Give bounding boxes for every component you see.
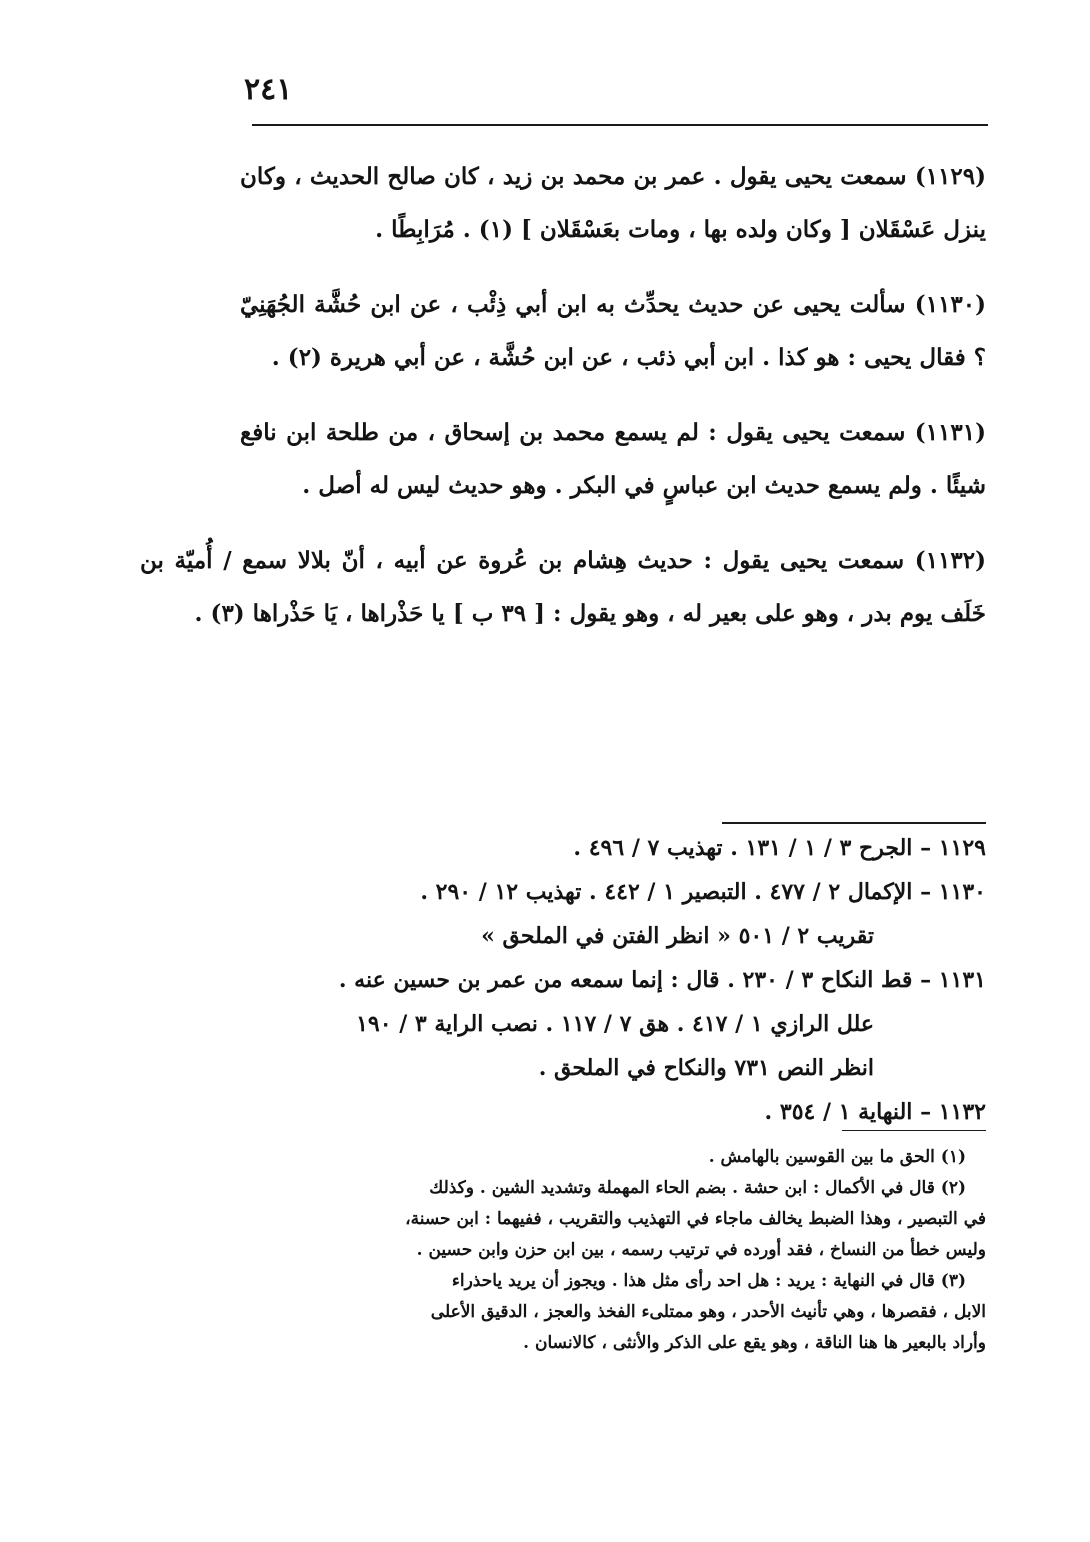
reference-text: انظر النص ٧٣١ والنكاح في الملحق . <box>538 1055 874 1081</box>
footnote-line: الابل ، فقصرها ، وهي تأنيث الأحدر ، وهو ممتلىء الفخذ والعجز ، الدقيق الأعلى <box>430 1302 986 1322</box>
paragraph-text: سمعت يحيى يقول : لم يسمع محمد بن إسحاق ، من طلحة ابن نافع شيئًا . ولم يسمع حديث ابن عباسٍ في البكر . وهو حديث ليس له أصل . <box>240 419 986 499</box>
references-rule <box>722 822 986 824</box>
footnote-line: وأراد بالبعير ها هنا الناقة ، وهو يقع على الذكر والأنثى ، كالانسان . <box>523 1333 986 1353</box>
reference-line <box>240 826 986 870</box>
reference-text: علل الرازي ١ / ٤١٧ . هق ٧ / ١١٧ . نصب الراية ٣ / ١٩٠ <box>356 1011 874 1037</box>
reference-text: الجرح ٣ / ١ / ١٣١ . تهذيب ٧ / ٤٩٦ . <box>573 835 913 861</box>
reference-number: ١١٣١ – <box>920 967 986 993</box>
footnote-line: في التبصير ، وهذا الضبط يخالف ماجاء في التهذيب والتقريب ، ففيهما : ابن حسنة، <box>405 1209 986 1229</box>
reference-line <box>240 914 986 958</box>
reference-line <box>240 1002 986 1046</box>
footnote-line: وليس خطأ من النساخ ، فقد أورده في ترتيب رسمه ، بين ابن حزن وابن حسين . <box>416 1240 986 1260</box>
page-number: ٢٤١ <box>244 72 293 107</box>
footnotes-block <box>240 1142 986 1359</box>
footnotes-rule <box>842 1130 986 1131</box>
paragraph-text: سمعت يحيى يقول : حديث هِشام بن عُروة عن أبيه ، أنّ بلالا سمع / أُميّة بن خَلَف يوم بدر ، وهو على بعير له ، وهو يقول : [ ٣٩ ب ] يا حَذْراها ، يَا حَذْراها (٣) . <box>140 547 986 627</box>
references-block <box>240 826 986 1134</box>
entry-number: (١١٣٢) <box>914 547 986 574</box>
main-text <box>140 150 986 662</box>
reference-number: ١١٣٢ – <box>920 1099 986 1125</box>
footnote-line: (٣) قال في النهاية : يريد : هل احد رأى مثل هذا . ويجوز أن يريد ياحذراء <box>451 1271 966 1291</box>
reference-line <box>240 870 986 914</box>
paragraph-1132 <box>140 534 986 640</box>
reference-text: تقريب ٢ / ٥٠١ « انظر الفتن في الملحق » <box>481 923 874 949</box>
paragraph-1130 <box>140 278 986 384</box>
reference-line <box>240 958 986 1002</box>
entry-number: (١١٣١) <box>914 419 986 446</box>
reference-text: النهاية ١ / ٣٥٤ . <box>764 1099 913 1125</box>
paragraph-1131 <box>140 406 986 512</box>
paragraph-text: سألت يحيى عن حديث يحدِّث به ابن أبي ذِئْب ، عن ابن حُشَّة الجُهَنِيّ ؟ فقال يحيى : هو كذا . ابن أبي ذئب ، عن ابن حُشَّة ، عن أبي هريرة (٢) . <box>240 291 986 371</box>
reference-text: قط النكاح ٣ / ٢٣٠ . قال : إنما سمعه من عمر بن حسين عنه . <box>338 967 913 993</box>
footnote-line: (٢) قال في الأكمال : ابن حشة . بضم الحاء المهملة وتشديد الشين . وكذلك <box>429 1178 966 1198</box>
paragraph-text: سمعت يحيى يقول . عمر بن محمد بن زيد ، كان صالح الحديث ، وكان ينزل عَسْقَلان [ وكان ولده بها ، ومات بعَسْقَلان ] (١) . مُرَابِطًا . <box>240 163 986 243</box>
entry-number: (١١٣٠) <box>914 291 986 318</box>
reference-number: ١١٣٠ – <box>920 879 986 905</box>
footnote-line: (١) الحق ما بين القوسين بالهامش . <box>708 1147 966 1167</box>
reference-line <box>240 1046 986 1090</box>
reference-number: ١١٢٩ – <box>920 835 986 861</box>
reference-text: الإكمال ٢ / ٤٧٧ . التبصير ١ / ٤٤٢ . تهذيب ١٢ / ٢٩٠ . <box>420 879 913 905</box>
entry-number: (١١٢٩) <box>914 163 987 190</box>
header-rule <box>252 124 988 126</box>
reference-line <box>240 1090 986 1134</box>
paragraph-1129 <box>140 150 986 256</box>
